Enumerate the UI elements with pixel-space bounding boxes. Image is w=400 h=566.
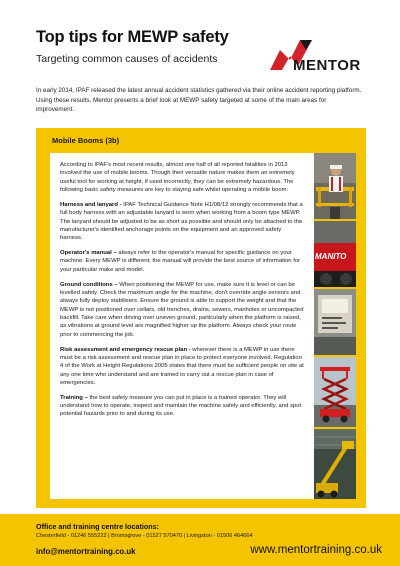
section-body [50, 153, 314, 499]
intro-paragraph: In early 2014, IPAF released the latest annual accident statistics gathered via their online accident reporting platform. Using these results, Mentor presents a brief look at MEWP safety targeted at some of the main areas for improvement. [36, 87, 362, 114]
photo-operator-manual [314, 289, 356, 355]
machine-brand-label: MANITO [315, 252, 347, 261]
tip-operators-manual: Operator's manual – always refer to the operator's manual for specific guidance on your machine. Every MEWP is different; the manual will provide the best source of information for your particular make and model. [60, 250, 301, 273]
footer-title: Office and training centre locations: [36, 522, 160, 531]
logo-wordmark: MENTOR [293, 57, 361, 74]
photo-scissor-lift [314, 357, 356, 427]
footer-locations: Chesterfield - 01246 555222 | Bromsgrove - 01527 570470 | Livingston - 01506 464664 [36, 533, 253, 539]
footer-email-link[interactable]: info@mentortraining.co.uk [36, 547, 136, 556]
tip-ground-conditions: Ground conditions – When positioning the MEWP for use, make sure it is level or can be levelled safely. Check the maximum angle for the machine, don't override angle sensors and always fully deploy stabilisers. Ensure the ground is able to support the weight and that the MEWP is not positioned over cellars, old trenches, drains, sewers, manholes or uncompacted backfill. Take care when driving over uneven ground, particularly when the platform is raised, as vibrations at ground level are magnified higher up the platform. Always check your route prior to commencing the job. [60, 281, 304, 338]
footer-website-link[interactable]: www.mentortraining.co.uk [250, 544, 382, 556]
mobile-booms-panel [36, 128, 366, 508]
photo-manitou-machine [314, 221, 356, 287]
page-subtitle: Targeting common causes of accidents [36, 53, 218, 65]
photo-harness-worker [314, 153, 356, 219]
photo-boom-warehouse [314, 429, 356, 499]
photo-strip [314, 153, 356, 499]
section-intro: According to IPAF's most recent results, almost one half of all reported fatalities in 2013 involved the use of mobile booms. Though their versatile nature makes them an extremely useful tool for working at height, if used incorrectly, they can be extremely hazardous. The following basic safety measures are key to staying safe whilst operating a mobile boom: [60, 162, 295, 194]
page-title: Top tips for MEWP safety [36, 28, 229, 46]
tip-harness: Harness and lanyard - IPAF Technical Guidance Note H1/08/12 strongly recommends that a full body harness with an adjustable lanyard is worn when working from a boom type MEWP. The lanyard should be adjusted to be as short as possible and should only be attached to the manufacturer's identified anchorage points on the equipment and an approved safety harness. [60, 201, 303, 242]
contact-footer [0, 514, 400, 566]
tip-training: Training – the best safety measure you can put in place is a trained operator. They will understand how to operate, inspect and maintain the machine safely and efficiently, and spot potential hazards prior to and during its use. [60, 394, 302, 418]
tip-risk-assessment: Risk assessment and emergency rescue plan - wherever there is a MEWP in use there must be a risk assessment and rescue plan in place to protect everyone involved. Regulation 4 of the Work at Height Regulations 2005 states that there must be sufficient people on site at any one time who understand and are trained to carry out a rescue plan in case of emergencies. [60, 346, 304, 386]
section-heading: Mobile Booms (3b) [52, 136, 120, 145]
mentor-logo [268, 34, 376, 74]
